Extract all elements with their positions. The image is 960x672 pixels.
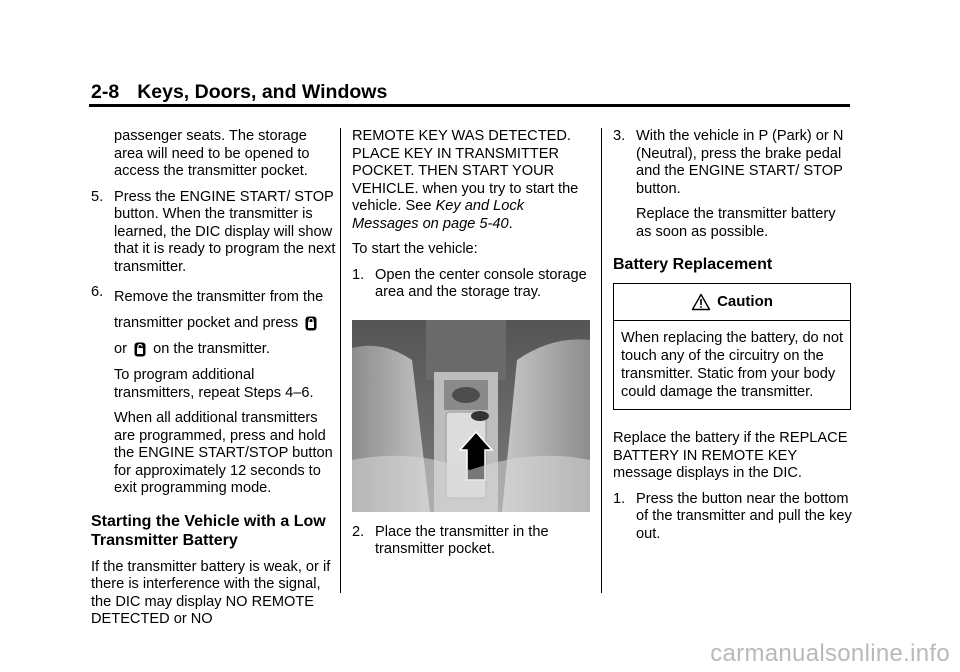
link-punctuation: .	[508, 215, 513, 232]
program-finish-paragraph: When all additional transmitters are programmed, press and hold the ENGINE START/STOP button for approximately 12 seconds to exit programming mode.	[114, 410, 333, 496]
step-number: 1.	[352, 266, 365, 283]
step-number: 1.	[613, 490, 626, 507]
step-text-or: or	[114, 341, 127, 357]
step-text: With the vehicle in P (Park) or N (Neutral), press the brake pedal and the ENGINE START/ STOP button.	[636, 128, 844, 197]
header-rule	[89, 104, 850, 107]
step-number: 3.	[613, 128, 626, 144]
step-text: Open the center console storage area and the storage tray.	[375, 266, 587, 300]
step-1	[352, 267, 592, 302]
program-paragraph: To program additional transmitters, repeat Steps 4–6.	[114, 367, 314, 401]
continued-text: passenger seats. The storage area will need to be opened to access the transmitter pocket.	[114, 128, 310, 179]
step-2	[352, 524, 592, 559]
watermark: carmanualsonline.info	[710, 640, 950, 667]
caution-header	[614, 284, 850, 321]
column-3	[613, 128, 853, 551]
section-title: Battery Replacement	[613, 256, 773, 273]
step-text-end: on the transmitter.	[153, 341, 270, 357]
step-text: Remove the transmitter from the transmitter pocket and press	[114, 289, 324, 331]
step-3	[613, 128, 853, 198]
console-photo	[352, 320, 590, 512]
column-divider-2	[601, 128, 602, 593]
step-text: Place the transmitter in the transmitter pocket.	[375, 523, 549, 557]
step-number: 2.	[352, 523, 365, 540]
caution-text: When replacing the battery, do not touch any of the circuitry on the transmitter. Static from your body could damage the transmitter.	[621, 330, 844, 400]
continued-text	[352, 128, 592, 233]
cross-reference-link[interactable]: Key and Lock Messages on page 5-40	[352, 198, 525, 232]
unlock-icon	[134, 342, 146, 357]
to-start-text: To start the vehicle:	[352, 241, 478, 257]
step-3-note: Replace the transmitter battery as soon as possible.	[636, 206, 836, 240]
chapter-title: Keys, Doors, and Windows	[137, 81, 388, 103]
column-1	[91, 128, 336, 637]
continued-text-body: REMOTE KEY WAS DETECTED. PLACE KEY IN TRANSMITTER POCKET. THEN START YOUR VEHICLE. when you try to start the vehicle. See	[352, 128, 579, 214]
column-2	[352, 128, 592, 567]
section-text: If the transmitter battery is weak, or if there is interference with the signal, the DIC may display NO REMOTE DETECTED or NO	[91, 558, 331, 627]
caution-icon	[691, 293, 711, 311]
page-number: 2-8	[91, 81, 120, 103]
step-text: Press the ENGINE START/ STOP button. When the transmitter is learned, the DIC display will show that it is ready to program the next transmitter.	[114, 188, 336, 275]
step-6	[91, 284, 336, 362]
step-5	[91, 189, 336, 277]
caution-box	[613, 283, 851, 410]
section-title: Starting the Vehicle with a Low Transmitter Battery	[91, 512, 326, 549]
step-number: 5.	[91, 188, 104, 205]
replace-battery-text: Replace the battery if the REPLACE BATTERY IN REMOTE KEY message displays in the DIC.	[613, 430, 848, 481]
step-text: Press the button near the bottom of the transmitter and pull the key out.	[636, 490, 852, 542]
column-divider-1	[340, 128, 341, 593]
caution-title: Caution	[717, 293, 773, 311]
step-1	[613, 491, 853, 544]
step-number: 6.	[91, 284, 104, 300]
lock-icon	[305, 316, 317, 331]
page-header	[91, 80, 387, 104]
